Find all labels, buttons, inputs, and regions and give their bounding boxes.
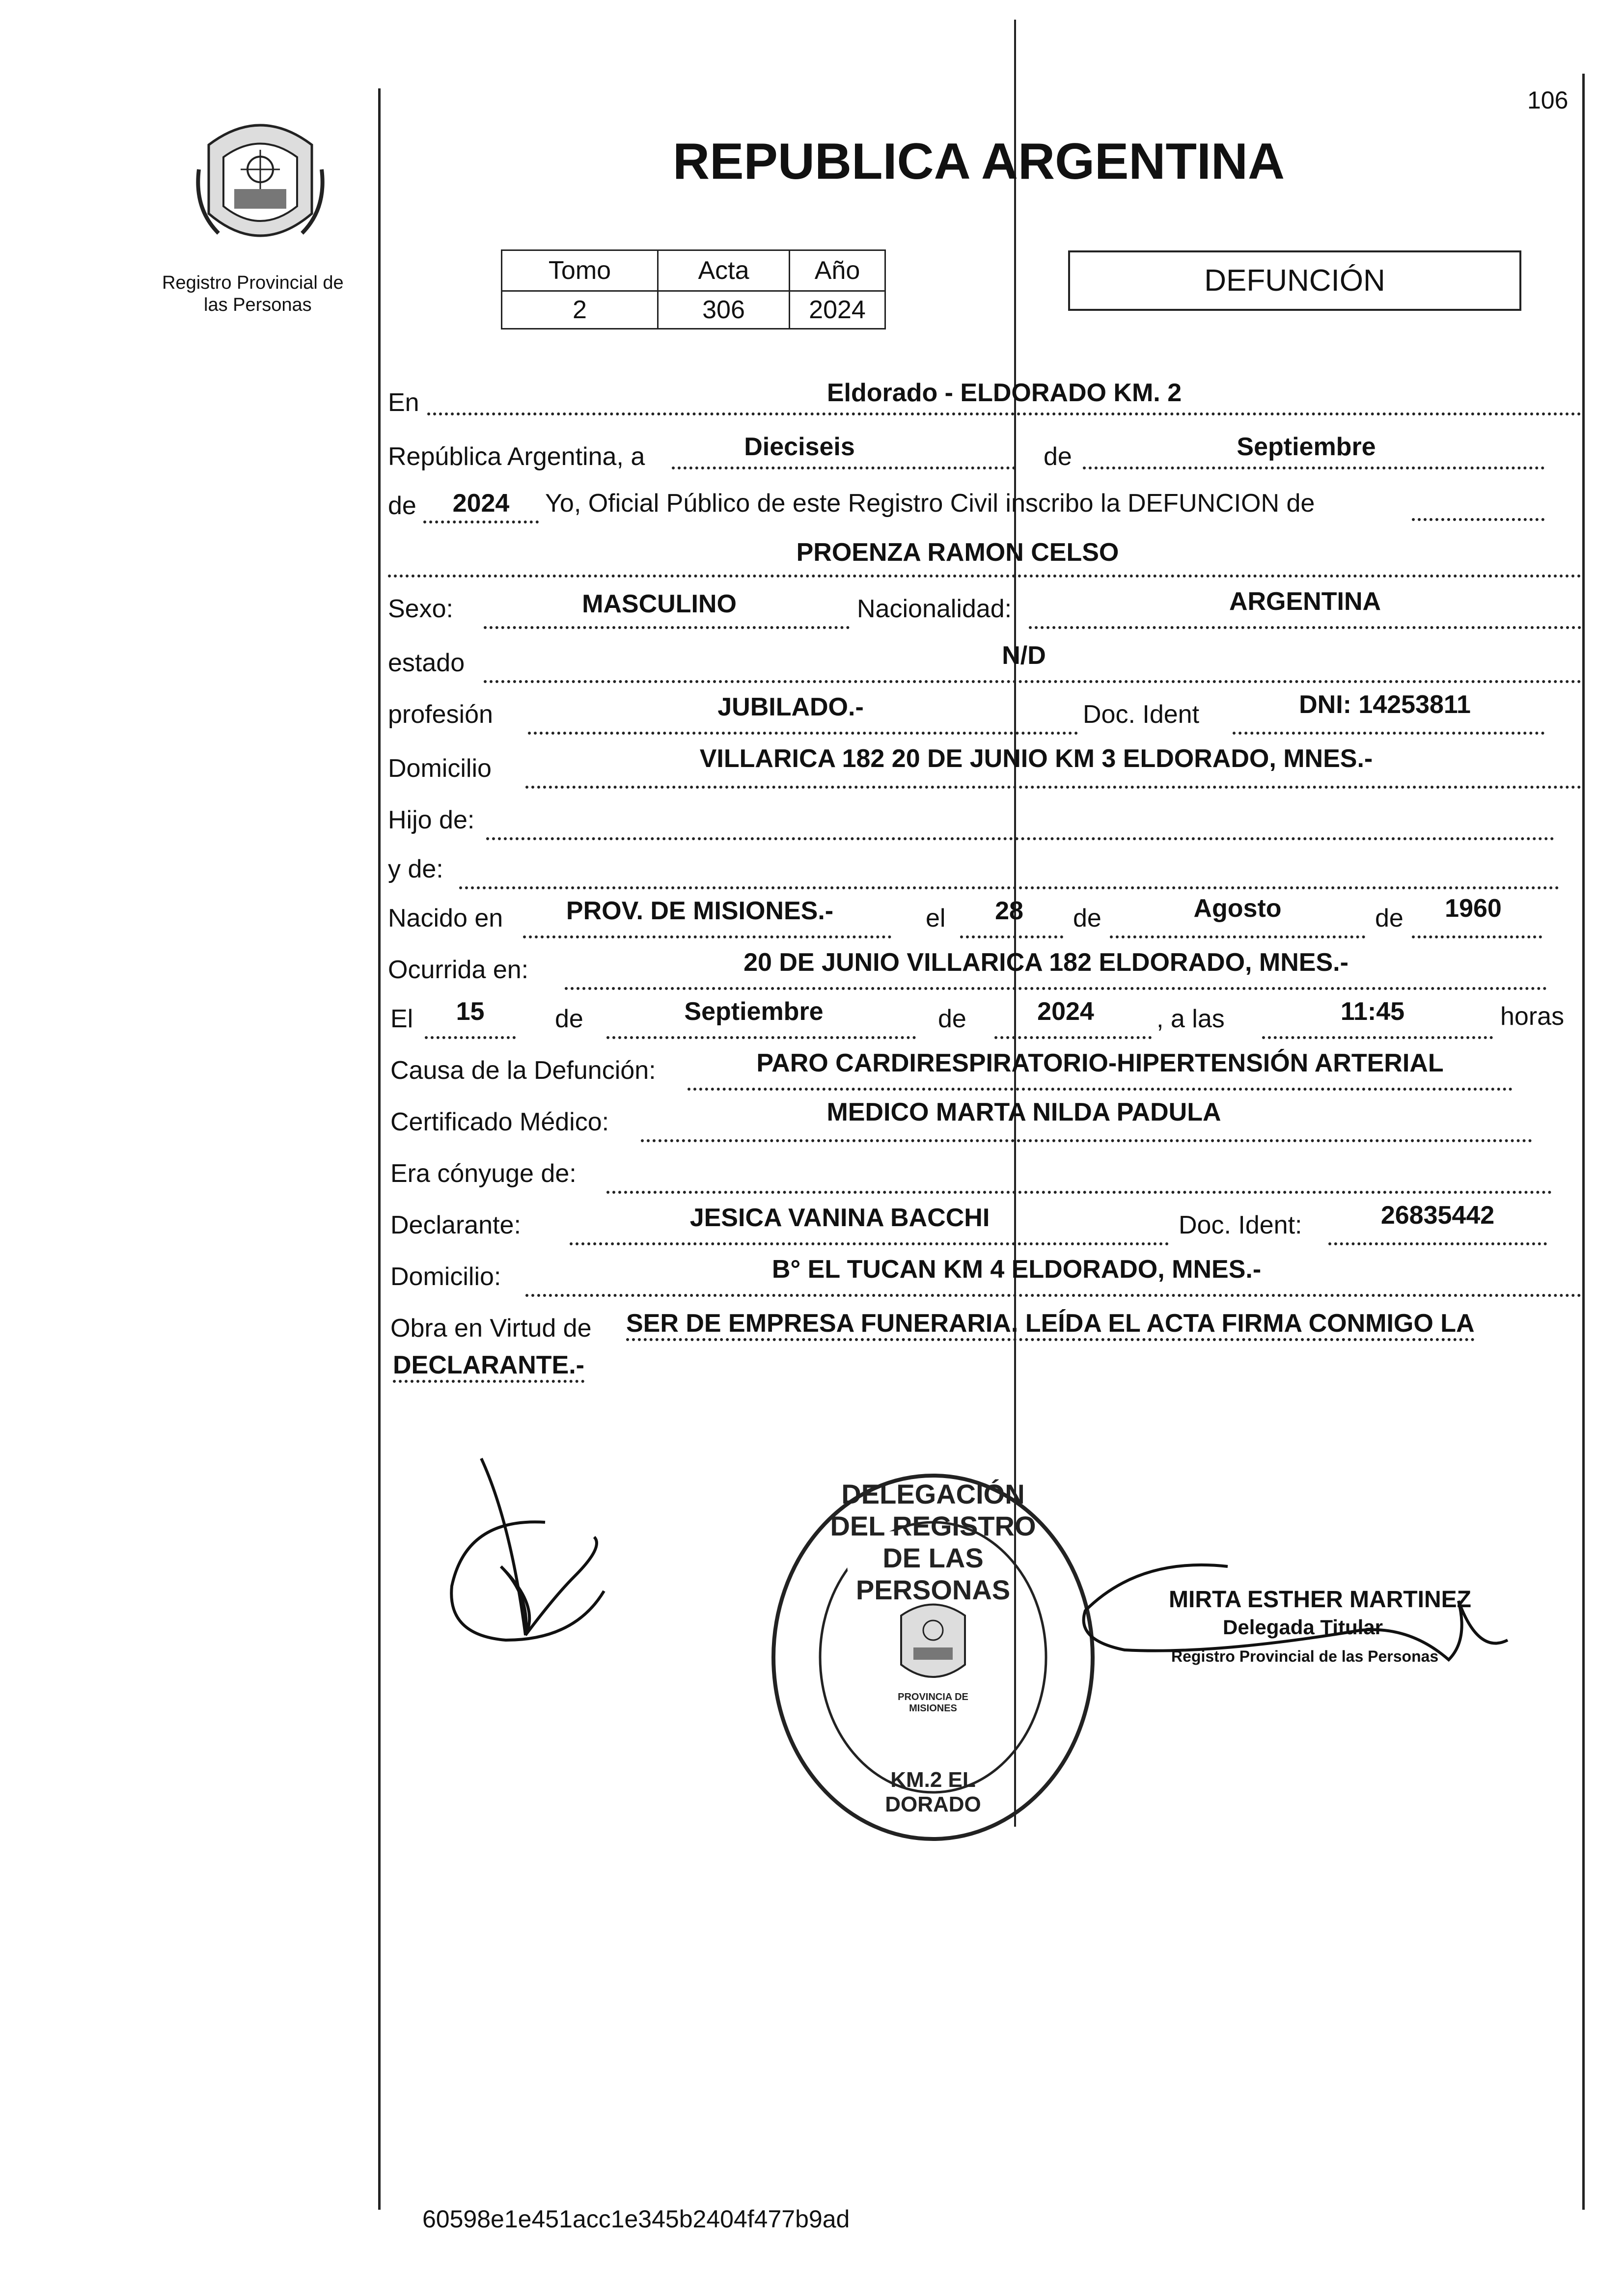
label-de-birth-2: de bbox=[1375, 904, 1404, 933]
value-death-year: 2024 bbox=[1037, 997, 1094, 1026]
line-mother bbox=[459, 886, 1559, 889]
province-seal bbox=[189, 110, 331, 258]
registry-stamp bbox=[766, 1468, 1100, 1846]
line-place bbox=[427, 412, 1581, 415]
declarant-signature bbox=[427, 1449, 614, 1655]
value-birth-place: PROV. DE MISIONES.- bbox=[566, 897, 834, 925]
official-name: MIRTA ESTHER MARTINEZ bbox=[1169, 1587, 1471, 1613]
line-birth-day bbox=[960, 935, 1063, 938]
label-de-death-2: de bbox=[938, 1005, 966, 1033]
label-de-death-1: de bbox=[555, 1005, 583, 1033]
right-margin-line bbox=[1582, 74, 1585, 2210]
line-deceased bbox=[388, 575, 1581, 577]
page-title: REPUBLICA ARGENTINA bbox=[673, 133, 1285, 190]
line-death-year bbox=[994, 1036, 1152, 1039]
value-sex: MASCULINO bbox=[582, 590, 737, 618]
record-type-box: DEFUNCIÓN bbox=[1068, 250, 1521, 311]
line-sex bbox=[484, 626, 850, 629]
label-ocurrida-en: Ocurrida en: bbox=[388, 956, 529, 984]
label-de-birth-1: de bbox=[1073, 904, 1101, 933]
label-horas: horas bbox=[1500, 1002, 1565, 1031]
line-yo-end bbox=[1412, 518, 1544, 521]
line-profession bbox=[528, 732, 1078, 735]
issuer-line-1: Registro Provincial de bbox=[162, 273, 344, 293]
value-address: VILLARICA 182 20 DE JUNIO KM 3 ELDORADO, MNES.- bbox=[699, 744, 1373, 773]
document-hash: 60598e1e451acc1e345b2404f477b9ad bbox=[422, 2205, 850, 2233]
line-document bbox=[1233, 732, 1544, 735]
official-office: Registro Provincial de las Personas bbox=[1171, 1647, 1439, 1665]
line-spouse bbox=[606, 1191, 1552, 1194]
header-ano: Año bbox=[790, 250, 885, 291]
label-nacido-en: Nacido en bbox=[388, 904, 503, 933]
header-tomo: Tomo bbox=[502, 250, 658, 291]
line-declarant-address bbox=[525, 1294, 1581, 1297]
line-address bbox=[525, 786, 1581, 789]
label-declarante: Declarante: bbox=[390, 1211, 521, 1239]
line-death-month bbox=[606, 1036, 916, 1039]
label-de-2: de bbox=[388, 492, 416, 520]
value-profession: JUBILADO.- bbox=[717, 693, 864, 721]
line-birth-month bbox=[1110, 935, 1365, 938]
line-declarant-doc bbox=[1328, 1242, 1547, 1245]
line-father bbox=[486, 837, 1554, 840]
label-en: En bbox=[388, 388, 419, 417]
label-el-death: El bbox=[390, 1005, 413, 1033]
value-declarant-doc: 26835442 bbox=[1380, 1201, 1495, 1230]
label-yo-oficial: Yo, Oficial Público de este Registro Civil inscribo la DEFUNCION de bbox=[545, 489, 1315, 518]
label-y-de: y de: bbox=[388, 855, 443, 883]
label-domicilio: Domicilio bbox=[388, 754, 492, 783]
record-table bbox=[501, 249, 886, 329]
official-role: Delegada Titular bbox=[1223, 1616, 1383, 1639]
header-acta: Acta bbox=[658, 250, 790, 291]
value-birth-month: Agosto bbox=[1193, 894, 1282, 923]
stamp-inner-text: KM.2 EL DORADO bbox=[885, 1768, 981, 1816]
value-place: Eldorado - ELDORADO KM. 2 bbox=[826, 379, 1182, 407]
label-de-1: de bbox=[1044, 442, 1072, 471]
line-civil-status bbox=[484, 680, 1581, 683]
line-doctor bbox=[641, 1139, 1532, 1142]
value-month: Septiembre bbox=[1237, 433, 1376, 461]
line-declarant bbox=[570, 1242, 1169, 1245]
line-birth-year bbox=[1412, 935, 1542, 938]
value-ano: 2024 bbox=[790, 291, 885, 329]
value-declarant: JESICA VANINA BACCHI bbox=[689, 1204, 990, 1232]
label-hijo-de: Hijo de: bbox=[388, 806, 475, 834]
stamp-seal-text: PROVINCIA DE MISIONES bbox=[898, 1692, 968, 1714]
label-obra: Obra en Virtud de bbox=[390, 1314, 592, 1343]
label-doc-ident-declarant: Doc. Ident: bbox=[1179, 1211, 1302, 1239]
value-declarant-address: B° EL TUCAN KM 4 ELDORADO, MNES.- bbox=[771, 1255, 1262, 1284]
value-death-place: 20 DE JUNIO VILLARICA 182 ELDORADO, MNES.- bbox=[743, 948, 1349, 977]
value-death-day: 15 bbox=[456, 997, 485, 1026]
value-death-time: 11:45 bbox=[1340, 997, 1405, 1026]
label-republica: República Argentina, a bbox=[388, 442, 645, 471]
label-a-las: , a las bbox=[1156, 1005, 1225, 1033]
value-birth-year: 1960 bbox=[1445, 894, 1502, 923]
line-death-day bbox=[425, 1036, 516, 1039]
value-basis-line-1: SER DE EMPRESA FUNERARIA. LEÍDA EL ACTA FIRMA CONMIGO LA bbox=[626, 1309, 1475, 1341]
issuer-line-2: las Personas bbox=[204, 295, 312, 315]
line-death-place bbox=[565, 987, 1547, 990]
label-doc-ident: Doc. Ident bbox=[1083, 700, 1200, 729]
label-conyuge: Era cónyuge de: bbox=[390, 1159, 577, 1188]
value-basis-line-2: DECLARANTE.- bbox=[393, 1350, 584, 1383]
line-year bbox=[423, 521, 539, 523]
line-nationality bbox=[1029, 626, 1581, 629]
line-death-time bbox=[1262, 1036, 1493, 1039]
value-doctor: MEDICO MARTA NILDA PADULA bbox=[826, 1098, 1221, 1126]
left-margin-line bbox=[378, 88, 381, 2210]
stamp-outer-text: DELEGACIÓN DEL REGISTRO DE LAS PERSONAS bbox=[830, 1479, 1036, 1605]
value-tomo: 2 bbox=[502, 291, 658, 329]
line-cause bbox=[688, 1088, 1513, 1091]
label-certificado: Certificado Médico: bbox=[390, 1108, 609, 1136]
value-year: 2024 bbox=[452, 489, 510, 518]
line-month bbox=[1083, 466, 1544, 469]
value-deceased: PROENZA RAMON CELSO bbox=[796, 538, 1119, 567]
value-death-month: Septiembre bbox=[684, 997, 824, 1026]
label-domicilio-declarant: Domicilio: bbox=[390, 1262, 501, 1291]
value-day-words: Dieciseis bbox=[744, 433, 855, 461]
value-birth-day: 28 bbox=[995, 897, 1023, 925]
value-nationality: ARGENTINA bbox=[1229, 587, 1381, 616]
value-cause: PARO CARDIRESPIRATORIO-HIPERTENSIÓN ARTERIAL bbox=[756, 1049, 1444, 1077]
page-number: 106 bbox=[1527, 86, 1569, 114]
label-causa: Causa de la Defunción: bbox=[390, 1056, 656, 1085]
line-day-words bbox=[672, 466, 1016, 469]
value-document: DNI: 14253811 bbox=[1299, 690, 1471, 719]
line-birth-place bbox=[523, 935, 891, 938]
label-profesion: profesión bbox=[388, 700, 493, 729]
value-civil-status: N/D bbox=[1002, 641, 1046, 670]
label-estado: estado bbox=[388, 649, 465, 677]
label-el-birth: el bbox=[926, 904, 946, 933]
label-nacionalidad: Nacionalidad: bbox=[857, 595, 1012, 623]
value-acta: 306 bbox=[658, 291, 790, 329]
label-sexo: Sexo: bbox=[388, 595, 453, 623]
